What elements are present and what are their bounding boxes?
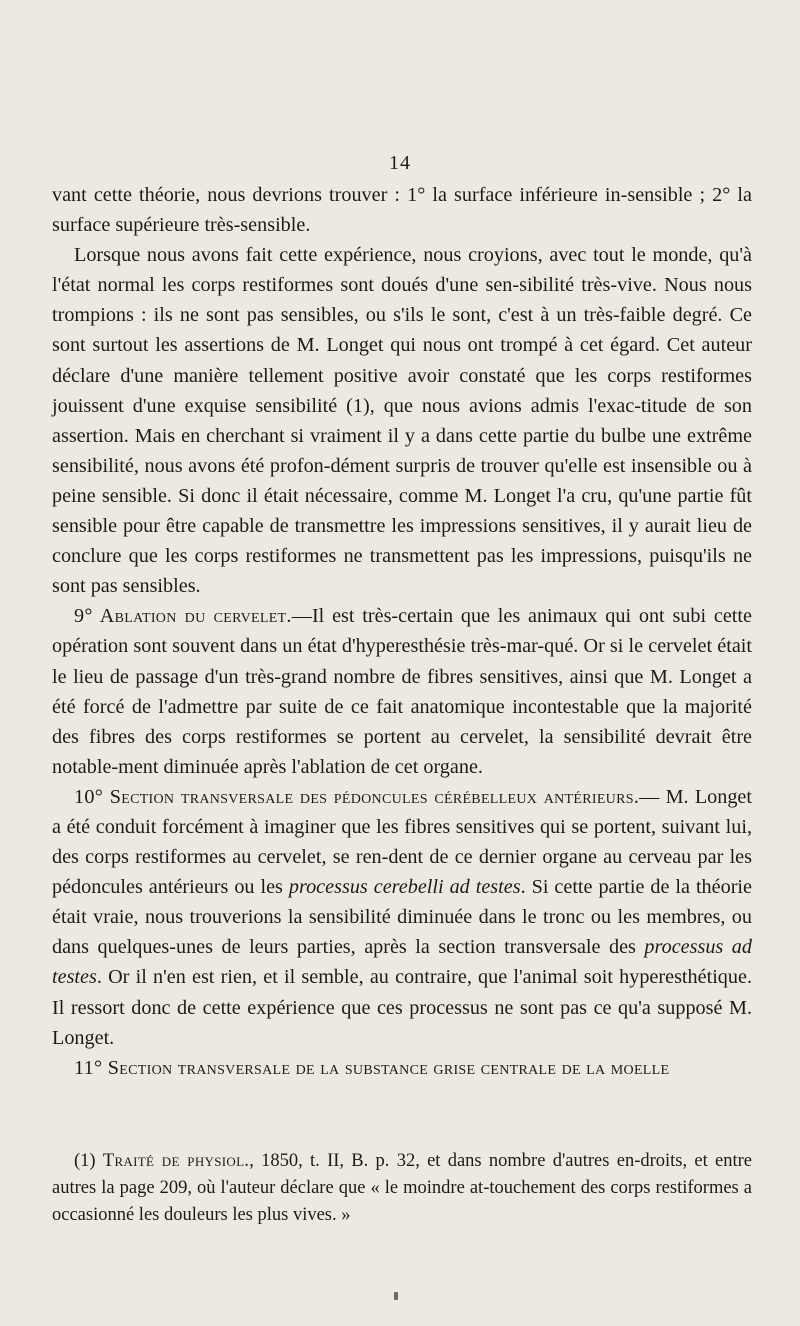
footnote-text: [52, 1148, 752, 1230]
body-text: [52, 180, 752, 1083]
paragraph-continuation: vant cette théorie, nous devrions trouver : 1° la surface inférieure in-sensible ; 2° la surface supérieure très-sensible.: [52, 184, 752, 237]
paper-speck: [394, 1292, 398, 1300]
page-number: 14: [389, 152, 411, 174]
paragraph-peduncles-section: [52, 782, 752, 1053]
latin-term-1: processus cerebelli ad testes: [288, 876, 521, 899]
section-heading-10: 10° Section transversale des pédoncules cérébelleux antérieurs.: [74, 785, 640, 808]
paragraph-experience: Lorsque nous avons fait cette expérience, nous croyions, avec tout le monde, qu'à l'état normal les corps restiformes sont doués d'une sen-sibilité très-vive. Nous nous trompions : ils ne sont pas sensibles, ou s'ils le sont, c'est à un très-faible degré. Ce sont surtout les assertions de M. Longet qui nous ont trompé à cet égard. Cet auteur déclare d'une manière tellement positive avoir constaté que les corps restiformes jouissent d'une exquise sensibilité (1), que nous avions admis l'exac-titude de son assertion. Mais en cherchant si vraiment il y a dans cette partie du bulbe une extrême sensibilité, nous avons été profon-dément surpris de trouver qu'elle est insensible ou à peine sensible. Si donc il était nécessaire, comme M. Longet l'a cru, qu'une partie fût sensible pour être capable de transmettre les impressions sensitives, il y aurait lieu de conclure que les corps restiformes ne transmettent pas les impressions, puisqu'ils ne sont pas sensibles.: [52, 244, 752, 598]
footnote-body: , 1850, t. II, B. p. 32, et dans nombre d'autres en-droits, et entre autres la page 209, où l'auteur déclare que « le moindre at-touchement des corps restiformes a occasionné les douleurs les plus vives. »: [52, 1151, 752, 1226]
section-text-10a: — M. Longet a été conduit forcément à imaginer que les fibres sensitives qui se portent, suivant lui, des corps restiformes au cervelet, se ren-dent de ce dernier organe au cerveau par les pédoncules antérieurs ou les: [52, 785, 753, 899]
section-heading-11: 11° Section transversale de la substance grise centrale de la moelle: [74, 1056, 670, 1079]
footnote-marker: (1): [74, 1151, 103, 1171]
footnote: [52, 1148, 752, 1230]
latin-term-2: processus ad testes: [52, 936, 752, 989]
section-text-9: —Il est très-certain que les animaux qui ont subi cette opération sont souvent dans un état d'hyperesthésie très-mar-qué. Or si le cervelet était le lieu de passage d'un très-grand nombre de fibres sensitives, ainsi que M. Longet a été forcé de l'admettre par suite de ce fait anatomique incontestable que la majorité des fibres des corps restiformes se portent au cervelet, la sensibilité devrait être notable-ment diminuée après l'ablation de cet organe.: [52, 605, 752, 778]
footnote-source: Traité de physiol.: [102, 1151, 250, 1171]
section-text-10c: . Or il n'en est rien, et il semble, au contraire, que l'animal soit hyperesthétique. Il ressort donc de cette expérience que ces processus ne sont pas ce qu'a supposé M. Longet.: [52, 966, 752, 1049]
paragraph-cerebellum-ablation: [52, 601, 752, 782]
section-heading-9: 9° Ablation du cervelet.: [74, 605, 292, 628]
section-text-10b: . Si cette partie de la théorie était vraie, nous trouverions la sensibilité diminuée dans le tronc ou les membres, ou dans quelques-unes de leurs parties, après la section transversale des: [52, 876, 752, 959]
